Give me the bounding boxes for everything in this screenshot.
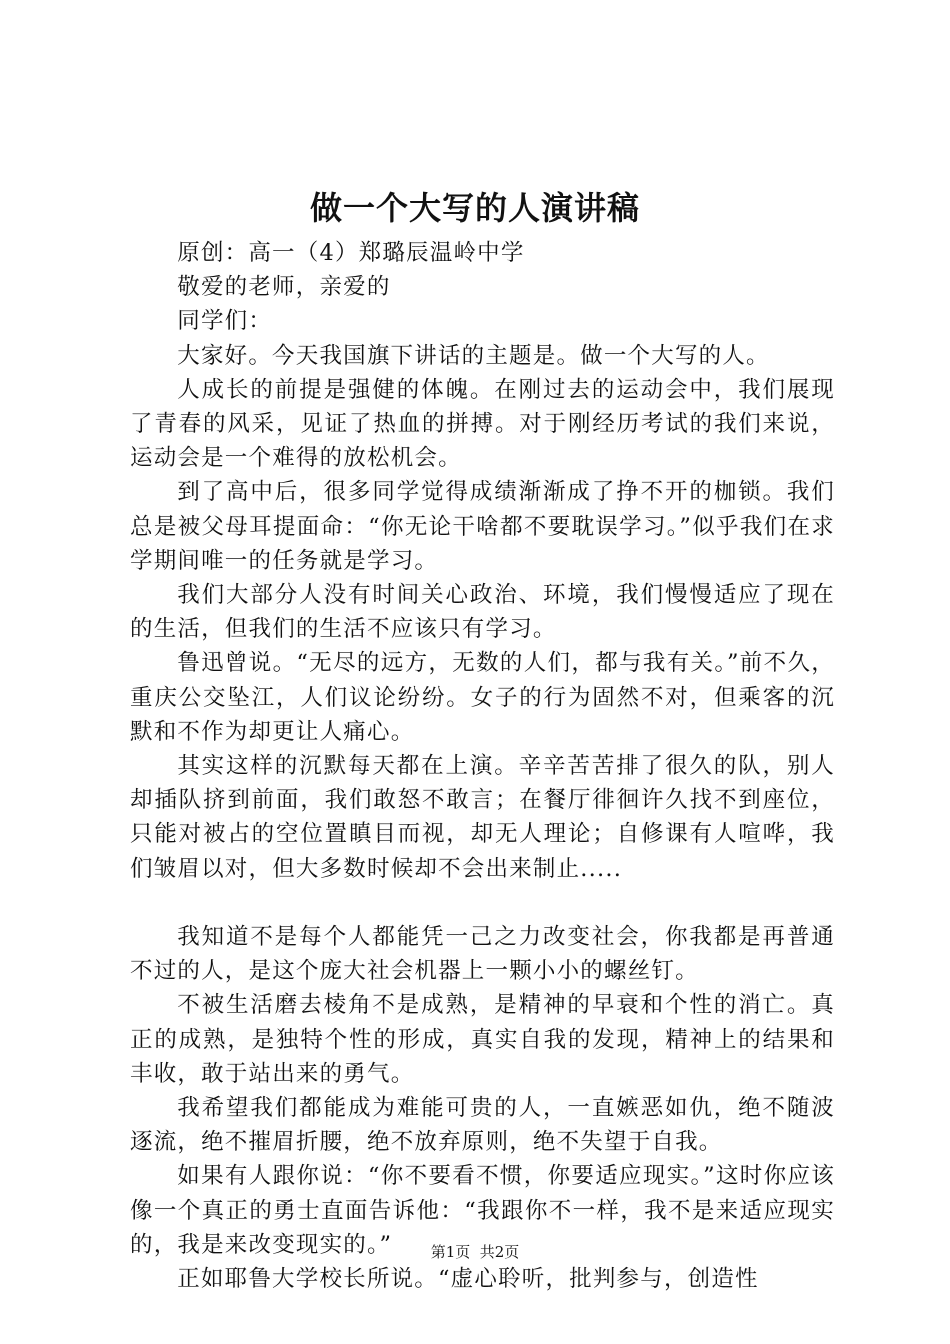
salutation-line-1: 敬爱的老师，亲爱的: [177, 274, 391, 301]
salutation-line-2: 同学们：: [177, 308, 273, 335]
paragraph: 人成长的前提是强健的体魄。在刚过去的运动会中，我们展现了青春的风采，见证了热血的拼搏。对于刚经历考试的我们来说，运动会是一个难得的放松机会。: [130, 376, 835, 472]
paragraph: 不被生活磨去棱角不是成熟，是精神的早衰和个性的消亡。真正的成熟，是独特个性的形成，真实自我的发现，精神上的结果和丰收，敢于站出来的勇气。: [130, 992, 835, 1087]
paragraph: 到了高中后，很多同学觉得成绩渐渐成了挣不开的枷锁。我们总是被父母耳提面命：“你无论干啥都不要耽误学习。”似乎我们在求学期间唯一的任务就是学习。: [130, 479, 835, 574]
paragraph: 鲁迅曾说。“无尽的远方，无数的人们，都与我有关。”前不久，重庆公交坠江，人们议论纷纷。女子的行为固然不对，但乘客的沉默和不作为却更让人痛心。: [130, 650, 835, 745]
document-body: [130, 236, 835, 1296]
page-footer: 第1页 共2页: [430, 1243, 520, 1261]
paragraph: 大家好。今天我国旗下讲话的主题是。做一个大写的人。: [177, 342, 770, 369]
blank-line: [130, 886, 835, 920]
paragraph: 如果有人跟你说：“你不要看不惯，你要适应现实。”这时你应该像一个真正的勇士直面告诉他：“我跟你不一样，我不是来适应现实的，我是来改变现实的。”: [130, 1163, 835, 1258]
paragraph: 我们大部分人没有时间关心政治、环境，我们慢慢适应了现在的生活，但我们的生活不应该只有学习。: [130, 582, 835, 643]
byline: 原创：高一（4）郑璐辰温岭中学: [177, 240, 525, 266]
page-title: 做一个大写的人演讲稿: [309, 189, 640, 227]
paragraph: 我知道不是每个人都能凭一己之力改变社会，你我都是再普通不过的人，是这个庞大社会机器上一颗小小的螺丝钉。: [130, 924, 835, 985]
paragraph: 我希望我们都能成为难能可贵的人，一直嫉恶如仇，绝不随波逐流，绝不摧眉折腰，绝不放弃原则，绝不失望于自我。: [130, 1095, 835, 1156]
paragraph: 其实这样的沉默每天都在上演。辛辛苦苦排了很久的队，别人却插队挤到前面，我们敢怒不敢言；在餐厅徘徊许久找不到座位，只能对被占的空位置瞋目而视，却无人理论；自修课有人喧哗，我们皱眉以对，但大多数时候却不会出来制止.....: [130, 753, 835, 882]
paragraph: 正如耶鲁大学校长所说。“虚心聆听，批判参与，创造性: [177, 1266, 759, 1293]
